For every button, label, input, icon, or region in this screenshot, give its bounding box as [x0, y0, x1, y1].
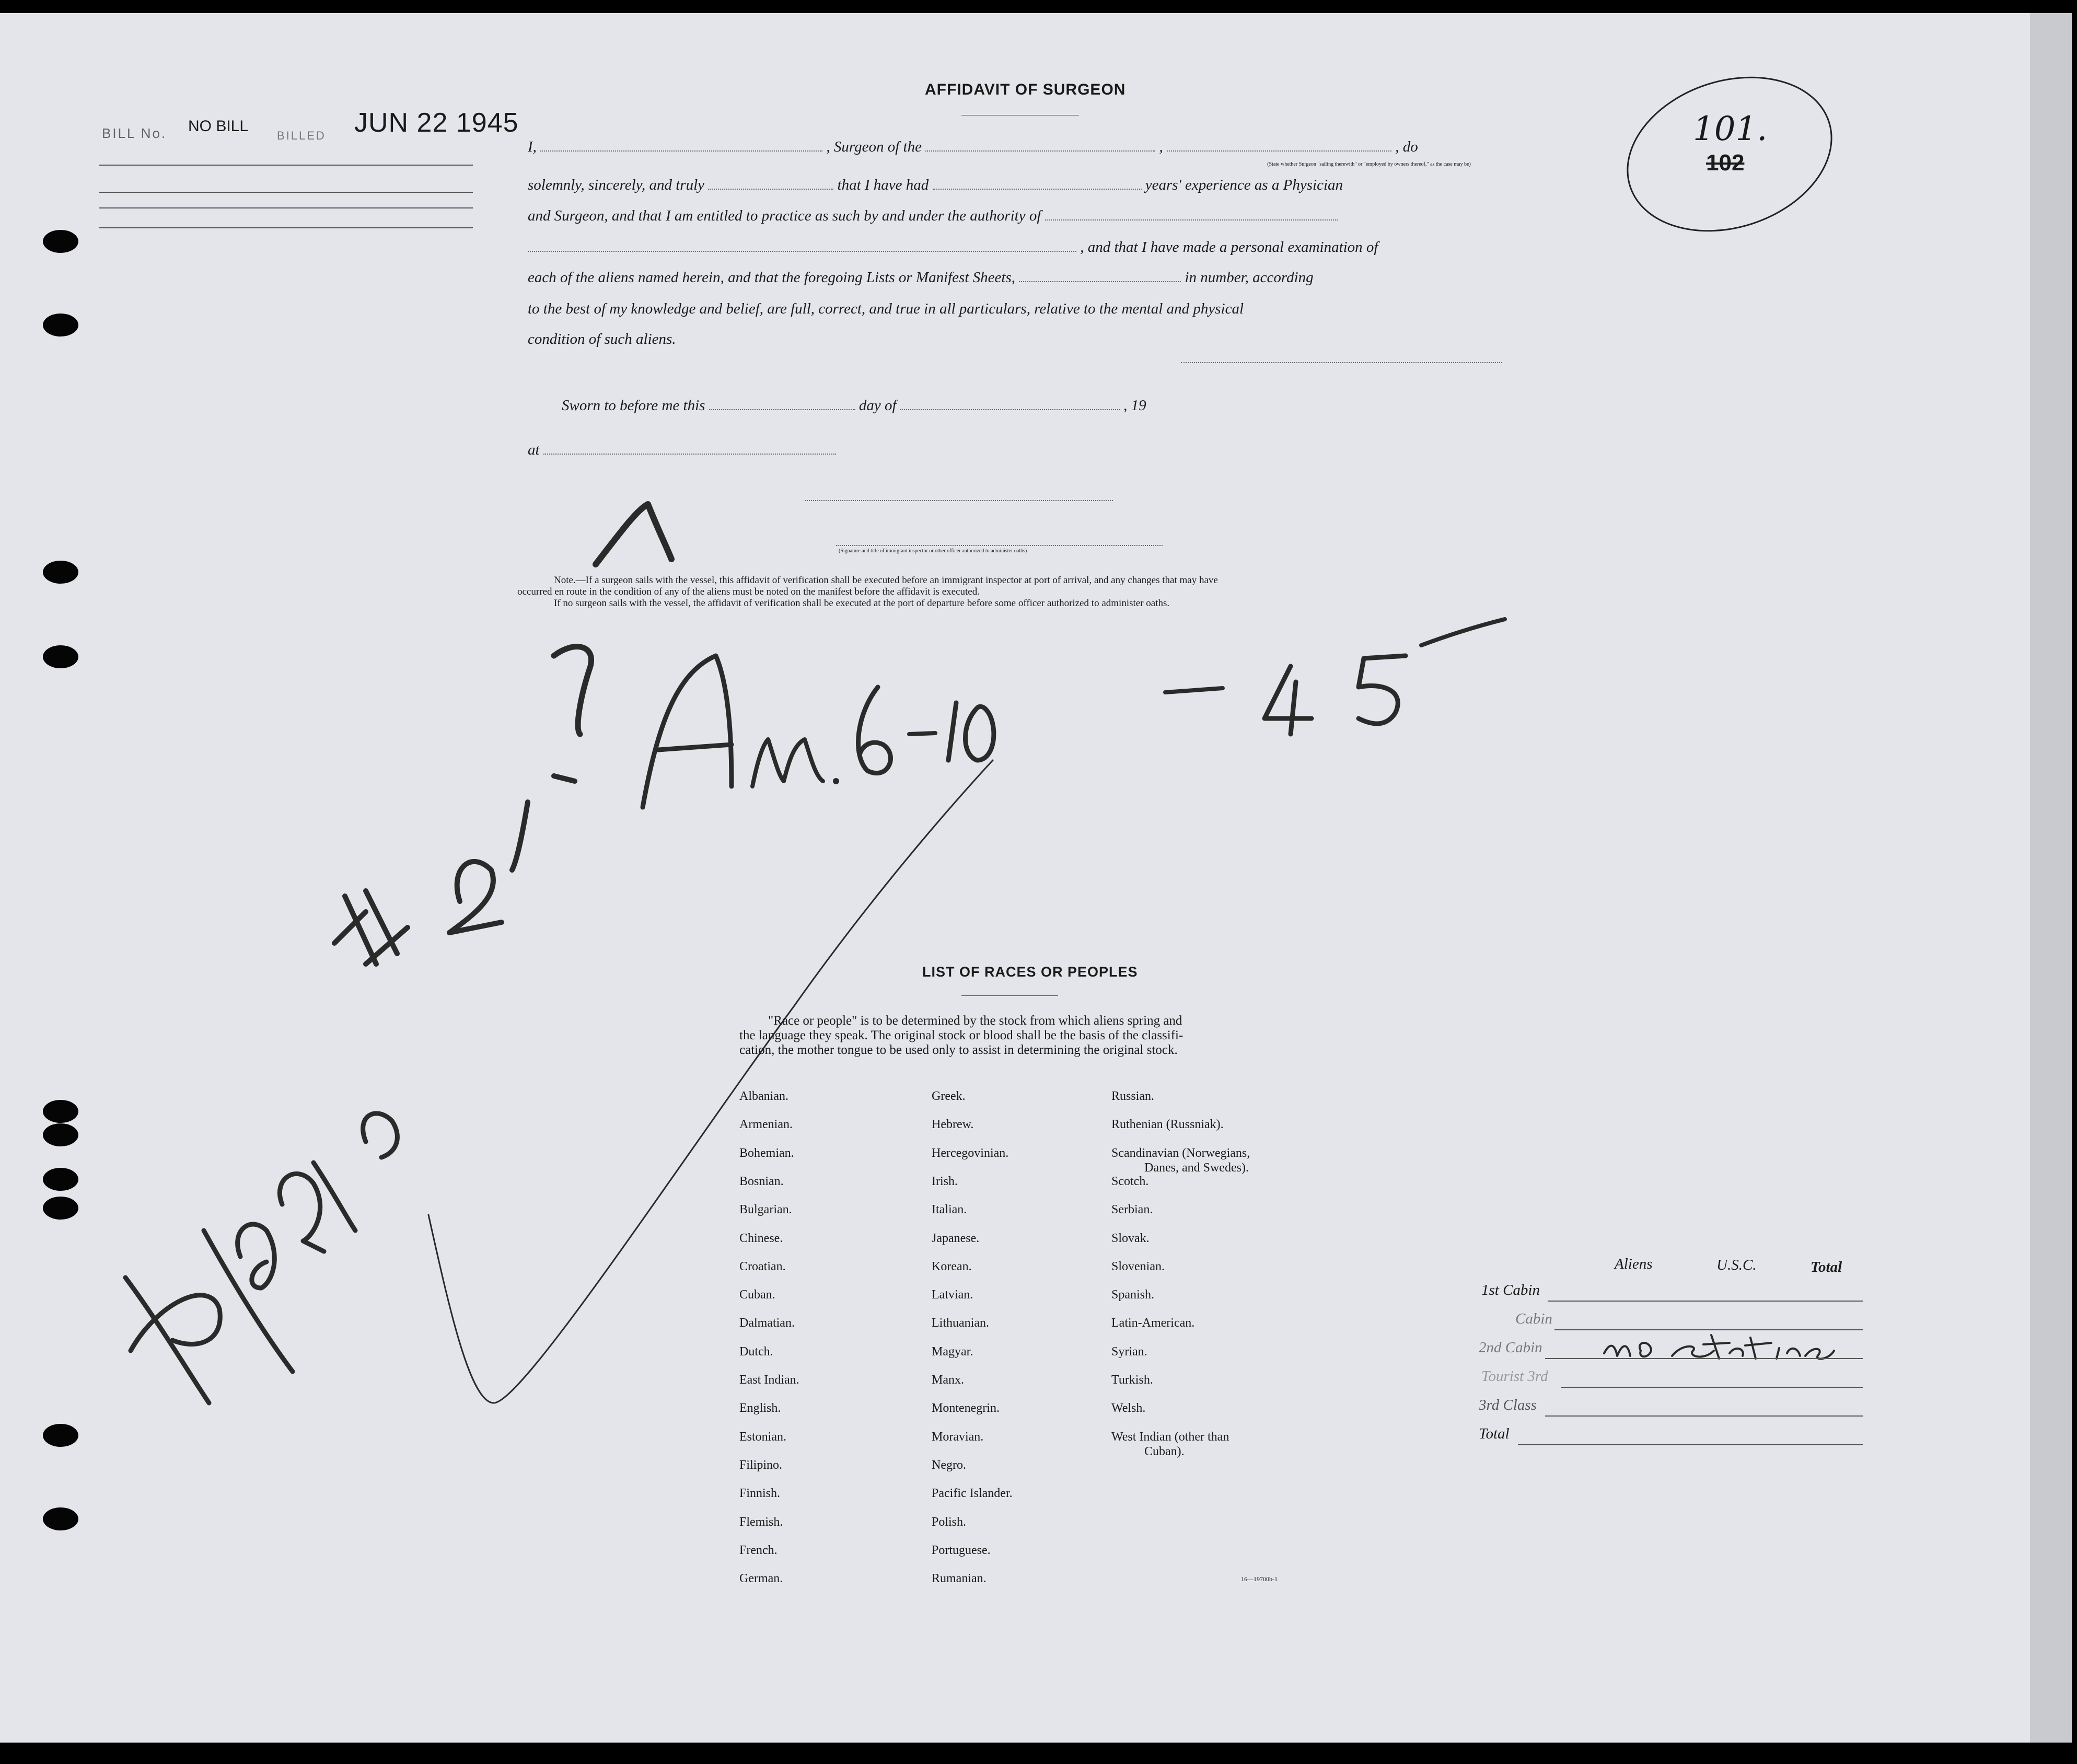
stats-row-label: Cabin	[1515, 1310, 1552, 1327]
races-intro: "Race or people" is to be determined by the stock from which aliens spring and the language they speak. The original stock or blood shall be the basis of the classifi- cation, the mother tongue to be used only to assist in determining the original stock.	[739, 1014, 1183, 1057]
race-item: Montenegrin.	[932, 1401, 1000, 1415]
page-number-struck: 102	[1706, 150, 1745, 176]
stats-row-label: Total	[1479, 1425, 1510, 1442]
race-item: Estonian.	[739, 1430, 786, 1444]
race-item: Latvian.	[932, 1288, 973, 1302]
affidavit-line-6: to the best of my knowledge and belief, are full, correct, and true in all particulars, relative to the mental and physical	[528, 300, 1244, 317]
scan-edge-strip	[2030, 13, 2072, 1743]
affidavit-note: Note.—If a surgeon sails with the vessel, this affidavit of verification shall be executed before an immigrant inspector at port of arrival, and any changes that may have occurred en route in the condition of any of the aliens must be noted on the manifest before the affidavit is executed. If no surgeon sails with the vessel, the affidavit of verification shall be executed at the port of departure before some officer authorized to administer oaths.	[517, 575, 1218, 609]
race-item: Flemish.	[739, 1515, 783, 1529]
affidavit-line-2: solemnly, sincerely, and truly that I have had years' experience as a Physician	[528, 177, 1343, 193]
race-item: Italian.	[932, 1203, 967, 1217]
race-item-continued: Danes, and Swedes).	[1144, 1160, 1249, 1175]
affidavit-line-1: I, , Surgeon of the , , do	[528, 138, 1418, 155]
sworn-line: Sworn to before me this day of , 19	[562, 397, 1146, 414]
document-sheet	[0, 13, 2030, 1743]
race-item: Bosnian.	[739, 1174, 784, 1188]
stats-row-line	[1554, 1329, 1863, 1330]
affidavit-title: AFFIDAVIT OF SURGEON	[925, 81, 1126, 98]
affidavit-line-3: and Surgeon, and that I am entitled to practice as such by and under the authority of	[528, 207, 1338, 225]
race-item: Syrian.	[1111, 1344, 1147, 1359]
race-item: Hebrew.	[932, 1118, 974, 1132]
stats-row-line	[1518, 1444, 1863, 1445]
race-item: Cuban.	[739, 1288, 775, 1302]
stats-row-line	[1561, 1387, 1863, 1388]
stats-row-line	[1548, 1301, 1863, 1302]
affidavit-line-5: each of the aliens named herein, and that the foregoing Lists or Manifest Sheets, in number, according	[528, 269, 1314, 286]
race-item: East Indian.	[739, 1373, 799, 1387]
stats-row-label: 2nd Cabin	[1479, 1339, 1542, 1356]
race-item: Polish.	[932, 1515, 967, 1529]
race-item: Chinese.	[739, 1231, 783, 1245]
race-item: Russian.	[1111, 1089, 1155, 1103]
page-number-current: 101.	[1693, 110, 1768, 148]
race-item: Finnish.	[739, 1487, 781, 1501]
stats-row-line	[1545, 1415, 1863, 1417]
stats-row-label: Tourist 3rd	[1481, 1368, 1548, 1385]
handwritten-no-statistics	[1604, 1335, 1607, 1336]
at-line: at	[528, 442, 836, 459]
race-item: Latin-American.	[1111, 1316, 1195, 1330]
race-item: Slovak.	[1111, 1231, 1150, 1245]
race-item: Armenian.	[739, 1118, 793, 1132]
handwritten-annotations	[0, 13, 2030, 1743]
race-item: Scandinavian (Norwegians,	[1111, 1146, 1250, 1160]
race-item: Spanish.	[1111, 1288, 1155, 1302]
surgeon-instruction-note: (State whether Surgeon "sailing therewith" or "employed by owners thereof," as the case may be)	[1267, 161, 1471, 167]
race-item: Bulgarian.	[739, 1203, 792, 1217]
col-header-total: Total	[1811, 1259, 1842, 1275]
race-item: West Indian (other than	[1111, 1430, 1229, 1444]
races-title: LIST OF RACES OR PEOPLES	[922, 964, 1138, 980]
race-item: Ruthenian (Russniak).	[1111, 1118, 1224, 1132]
race-item: Lithuanian.	[932, 1316, 989, 1330]
race-item: Bohemian.	[739, 1146, 794, 1160]
bill-no-value: NO BILL	[188, 118, 249, 135]
race-item: Croatian.	[739, 1259, 786, 1273]
race-item: Manx.	[932, 1373, 964, 1387]
stats-row-label: 1st Cabin	[1481, 1282, 1540, 1298]
col-header-usc: U.S.C.	[1716, 1257, 1757, 1273]
race-item: Pacific Islander.	[932, 1487, 1013, 1501]
affidavit-line-7: condition of such aliens.	[528, 331, 676, 347]
race-item: Welsh.	[1111, 1401, 1146, 1415]
race-item: Slovenian.	[1111, 1259, 1165, 1273]
col-header-aliens: Aliens	[1615, 1256, 1653, 1272]
race-item: Hercegovinian.	[932, 1146, 1009, 1160]
race-item: French.	[739, 1543, 778, 1557]
race-item: English.	[739, 1401, 781, 1415]
race-item: German.	[739, 1572, 783, 1586]
race-item-continued: Cuban).	[1144, 1444, 1185, 1458]
race-item: Magyar.	[932, 1344, 973, 1359]
form-code: 16—19700b-1	[1241, 1575, 1278, 1583]
race-item: Dutch.	[739, 1344, 773, 1359]
bill-no-label: BILL No.	[102, 125, 167, 141]
race-item: Korean.	[932, 1259, 972, 1273]
signature-caption: (Signature and title of immigrant inspector or other officer authorized to administer oaths)	[839, 548, 1027, 554]
billed-label: BILLED	[277, 129, 326, 142]
billed-date-stamp: JUN 22 1945	[354, 108, 519, 138]
race-item: Japanese.	[932, 1231, 980, 1245]
race-item: Negro.	[932, 1458, 966, 1472]
affidavit-line-4: , and that I have made a personal examination of	[528, 239, 1378, 256]
race-item: Filipino.	[739, 1458, 783, 1472]
race-item: Scotch.	[1111, 1174, 1149, 1188]
race-item: Moravian.	[932, 1430, 984, 1444]
race-item: Greek.	[932, 1089, 966, 1103]
race-item: Albanian.	[739, 1089, 788, 1103]
stats-row-label: 3rd Class	[1479, 1397, 1537, 1413]
race-item: Portuguese.	[932, 1543, 991, 1557]
race-item: Serbian.	[1111, 1203, 1153, 1217]
stats-row-line	[1545, 1358, 1863, 1359]
race-item: Irish.	[932, 1174, 958, 1188]
race-item: Dalmatian.	[739, 1316, 795, 1330]
race-item: Rumanian.	[932, 1572, 987, 1586]
race-item: Turkish.	[1111, 1373, 1153, 1387]
